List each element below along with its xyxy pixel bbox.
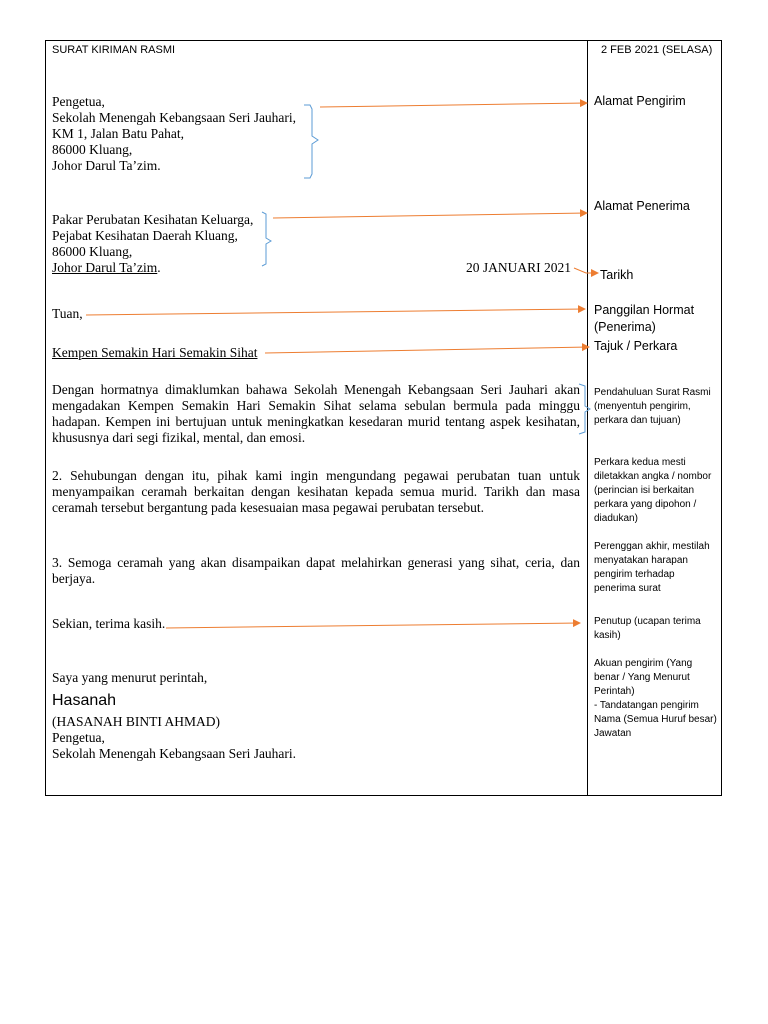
- subject-title: Kempen Semakin Hari Semakin Sihat: [52, 345, 258, 360]
- paragraph-three: 3. Semoga ceramah yang akan disampaikan dapat melahirkan generasi yang sihat, ceria, dan berjaya.: [52, 555, 580, 586]
- recipient-address-line: 86000 Kluang,: [52, 244, 133, 259]
- recipient-address: [52, 212, 253, 276]
- header-date: 2 FEB 2021 (SELASA): [601, 44, 713, 56]
- signature-intro: Saya yang menurut perintah,: [52, 670, 208, 685]
- recipient-address-last-line: [52, 260, 253, 276]
- signature: Hasanah: [52, 692, 117, 709]
- annotation-pendahuluan: Pendahuluan Surat Rasmi (menyentuh pengirim, perkara dan tujuan): [594, 387, 711, 426]
- sender-address-line: Johor Darul Ta’zim.: [52, 158, 161, 173]
- sender-address: [52, 94, 296, 174]
- salutation: Tuan,: [52, 306, 83, 321]
- sender-address-line: KM 1, Jalan Batu Pahat,: [52, 126, 184, 141]
- annotation-alamat-pengirim: Alamat Pengirim: [594, 94, 686, 108]
- paragraph-intro: Dengan hormatnya dimaklumkan bahawa Sekolah Menengah Kebangsaan Seri Jauhari akan mengadakan Kempen Semakin Hari Semakin Sihat selama sebulan bermula pada minggu hadapan. Kempen ini bertujuan untuk meningkatkan kesedaran murid tentang aspek kesihatan, khususnya dari segi fizikal, mental, dan emosi.: [52, 382, 580, 445]
- annotation-perenggan-akhir: Perenggan akhir, mestilah menyatakan harapan pengirim terhadap penerima surat: [594, 541, 710, 594]
- annotation-panggilan-hormat: Panggilan Hormat (Penerima): [594, 303, 695, 334]
- recipient-address-line: Pakar Perubatan Kesihatan Keluarga,: [52, 212, 254, 227]
- closing: Sekian, terima kasih.: [52, 616, 166, 631]
- letter-type-title: SURAT KIRIMAN RASMI: [52, 44, 176, 56]
- letter-date: 20 JANUARI 2021: [466, 260, 572, 275]
- recipient-state-suffix: .: [157, 260, 161, 275]
- sender-address-line: 86000 Kluang,: [52, 142, 133, 157]
- signer-name: (HASANAH BINTI AHMAD): [52, 714, 220, 729]
- recipient-state: Johor Darul Ta’zim: [52, 260, 158, 275]
- column-divider: [587, 40, 588, 796]
- signer-details: [52, 714, 296, 762]
- signer-position: Pengetua,: [52, 730, 105, 745]
- paragraph-two: 2. Sehubungan dengan itu, pihak kami ingin mengundang pegawai perubatan tuan untuk menyampaikan ceramah berkaitan dengan kesihatan kepada semua murid. Tarikh dan masa ceramah tersebut bergantung pada kesesuaian masa pegawai perubatan tersebut.: [52, 468, 580, 515]
- sender-address-line: Sekolah Menengah Kebangsaan Seri Jauhari,: [52, 110, 297, 125]
- annotation-tajuk: Tajuk / Perkara: [594, 339, 678, 353]
- annotation-alamat-penerima: Alamat Penerima: [594, 199, 690, 213]
- annotation-akuan: Akuan pengirim (Yang benar / Yang Menurut Perintah) - Tandatangan pengirim Nama (Semua Huruf besar) Jawatan: [594, 658, 717, 739]
- annotation-perkara-kedua: Perkara kedua mesti diletakkan angka / nombor (perincian isi berkaitan perkara yang dipohon / diadukan): [594, 457, 712, 524]
- annotation-tarikh: Tarikh: [600, 268, 634, 282]
- recipient-address-line: Pejabat Kesihatan Daerah Kluang,: [52, 228, 238, 243]
- sender-address-line: Pengetua,: [52, 94, 105, 109]
- annotation-penutup: Penutup (ucapan terima kasih): [594, 616, 701, 641]
- signer-school: Sekolah Menengah Kebangsaan Seri Jauhari.: [52, 746, 297, 761]
